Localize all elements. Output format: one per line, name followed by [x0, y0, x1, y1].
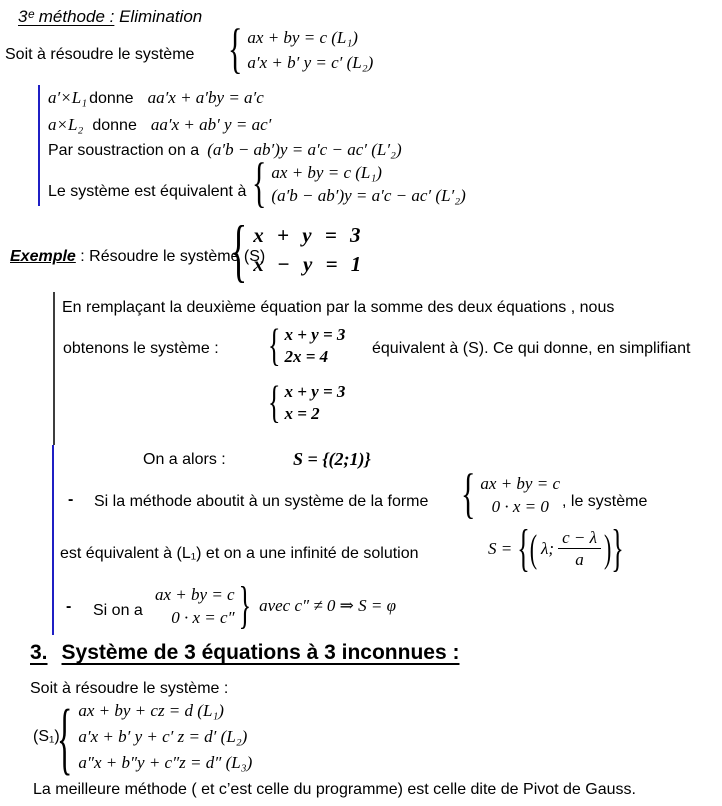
left-brace-icon: {: [517, 518, 530, 577]
solution-fraction: [558, 528, 601, 569]
margin-bar: [38, 85, 40, 206]
example-line: [10, 246, 265, 267]
fraction-denominator: a: [575, 550, 584, 569]
left-brace-icon: {: [57, 692, 73, 782]
derivation-system-rows: [271, 161, 465, 207]
equation-row: 0 · x = c″: [171, 608, 235, 627]
section-heading: [30, 641, 459, 665]
left-brace-icon: {: [268, 376, 281, 428]
system-label: (S₁): [33, 728, 60, 745]
left-brace-icon: {: [461, 463, 476, 525]
left-brace-icon: {: [230, 211, 248, 289]
left-brace-icon: {: [252, 152, 267, 214]
equation-row: x − y = 1: [253, 252, 362, 276]
case1-line-2: est équivalent à (L₁) et on a une infinité de solution: [60, 545, 419, 562]
method-title: [18, 7, 202, 27]
section3-system-rows: [78, 698, 252, 776]
equation-row: ax + by = c: [480, 474, 560, 493]
deriv-l2-word: donne: [92, 117, 137, 134]
section3-system: [57, 692, 253, 782]
case2-suffix: avec c″ ≠ 0 ⇒ S = φ: [259, 596, 397, 615]
equation-row: ax + by = c: [155, 585, 235, 604]
case1-solution: [488, 518, 624, 577]
right-brace-icon: }: [238, 576, 252, 634]
solving-system-b-rows: [284, 381, 345, 425]
margin-bar: [53, 292, 55, 445]
derivation-system: [252, 152, 466, 214]
method-title-rest: Elimination: [114, 7, 203, 26]
case1-system: [461, 463, 560, 525]
bullet-dash: -: [66, 598, 72, 615]
equation-row: (a′b − ab′)y = a′c − ac′ (L′₂): [271, 186, 466, 205]
right-paren-icon: ): [603, 525, 612, 571]
section-heading-text: Système de 3 équations à 3 inconnues :: [61, 641, 460, 664]
deriv-l4-text: Le système est équivalent à: [48, 183, 247, 200]
section-number: 3.: [30, 641, 48, 664]
equation-row: x = 2: [284, 404, 320, 423]
result-label: On a alors :: [143, 451, 226, 468]
method-title-underlined: 3ᵉ méthode :: [18, 7, 115, 26]
equation-row: a′x + b′ y + c′ z = d′ (L₂): [78, 727, 248, 746]
derivation-line-3: [48, 140, 402, 161]
deriv-l3-eq: (a′b − ab′)y = a′c − ac′ (L′₂): [207, 140, 402, 159]
equation-row: ax + by = c (L₁): [247, 28, 358, 47]
equation-row: a′x + b′ y = c′ (L₂): [247, 53, 374, 72]
equation-row: 2x = 4: [284, 347, 329, 366]
solving-system-a: [268, 319, 346, 371]
equation-row: x + y = 3: [253, 223, 361, 247]
deriv-l2-eq: aa′x + ab′ y = ac′: [150, 115, 272, 134]
section3-footer: La meilleure méthode ( et c’est celle du programme) est celle dite de Pivot de Gauss.: [33, 781, 636, 798]
case1-text-2: , le système: [562, 493, 648, 510]
equation-row: ax + by = c (L₁): [271, 163, 382, 182]
section3-intro: Soit à résoudre le système :: [30, 680, 229, 697]
example-system-rows: [253, 221, 361, 279]
case2-system: [155, 576, 397, 634]
equation-row: 0 · x = 0: [491, 497, 549, 516]
example-text: : Résoudre le système (S): [75, 248, 266, 265]
case1-text-1: Si la méthode aboutit à un système de la forme: [94, 493, 429, 510]
deriv-l1-word: donne: [89, 90, 134, 107]
margin-bar: [52, 445, 54, 635]
solving-system-b: [268, 376, 346, 428]
intro-system: [228, 18, 374, 80]
solution-lambda: λ;: [541, 538, 555, 558]
intro-text: Soit à résoudre le système: [5, 46, 195, 63]
solving-system-a-rows: [284, 324, 345, 368]
right-brace-icon: }: [611, 518, 624, 577]
equation-row: a″x + b″y + c″z = d″ (L₃): [78, 753, 253, 772]
intro-system-rows: [247, 25, 373, 75]
equation-row: x + y = 3: [284, 382, 346, 401]
solving-line-2-label: obtenons le système :: [63, 340, 219, 357]
case1-system-rows: [480, 472, 560, 518]
result-value: S = {(2;1)}: [293, 449, 371, 469]
deriv-l2-math: a×L₂: [48, 115, 84, 134]
case2-system-rows: [155, 583, 235, 629]
derivation-line-2: [48, 115, 271, 136]
left-brace-icon: {: [268, 319, 281, 371]
solving-line-1: En remplaçant la deuxième équation par la somme des deux équations , nous: [62, 299, 615, 316]
derivation-line-1: [48, 88, 264, 109]
solving-line-2-rest: équivalent à (S). Ce qui donne, en simplifiant: [372, 340, 691, 357]
example-label: Exemple: [10, 248, 76, 265]
left-paren-icon: (: [529, 525, 538, 571]
deriv-l1-math: a′×L₁: [48, 88, 88, 107]
equation-row: x + y = 3: [284, 325, 346, 344]
example-system: [230, 211, 362, 289]
left-brace-icon: {: [228, 18, 243, 80]
solution-prefix: S =: [488, 538, 513, 558]
deriv-l1-eq: aa′x + a′by = a′c: [147, 88, 264, 107]
bullet-dash: -: [68, 491, 74, 508]
deriv-l3-text: Par soustraction on a: [48, 142, 200, 159]
case2-text: Si on a: [93, 602, 143, 619]
fraction-numerator: c − λ: [558, 528, 601, 549]
equation-row: ax + by + cz = d (L₁): [78, 701, 224, 720]
